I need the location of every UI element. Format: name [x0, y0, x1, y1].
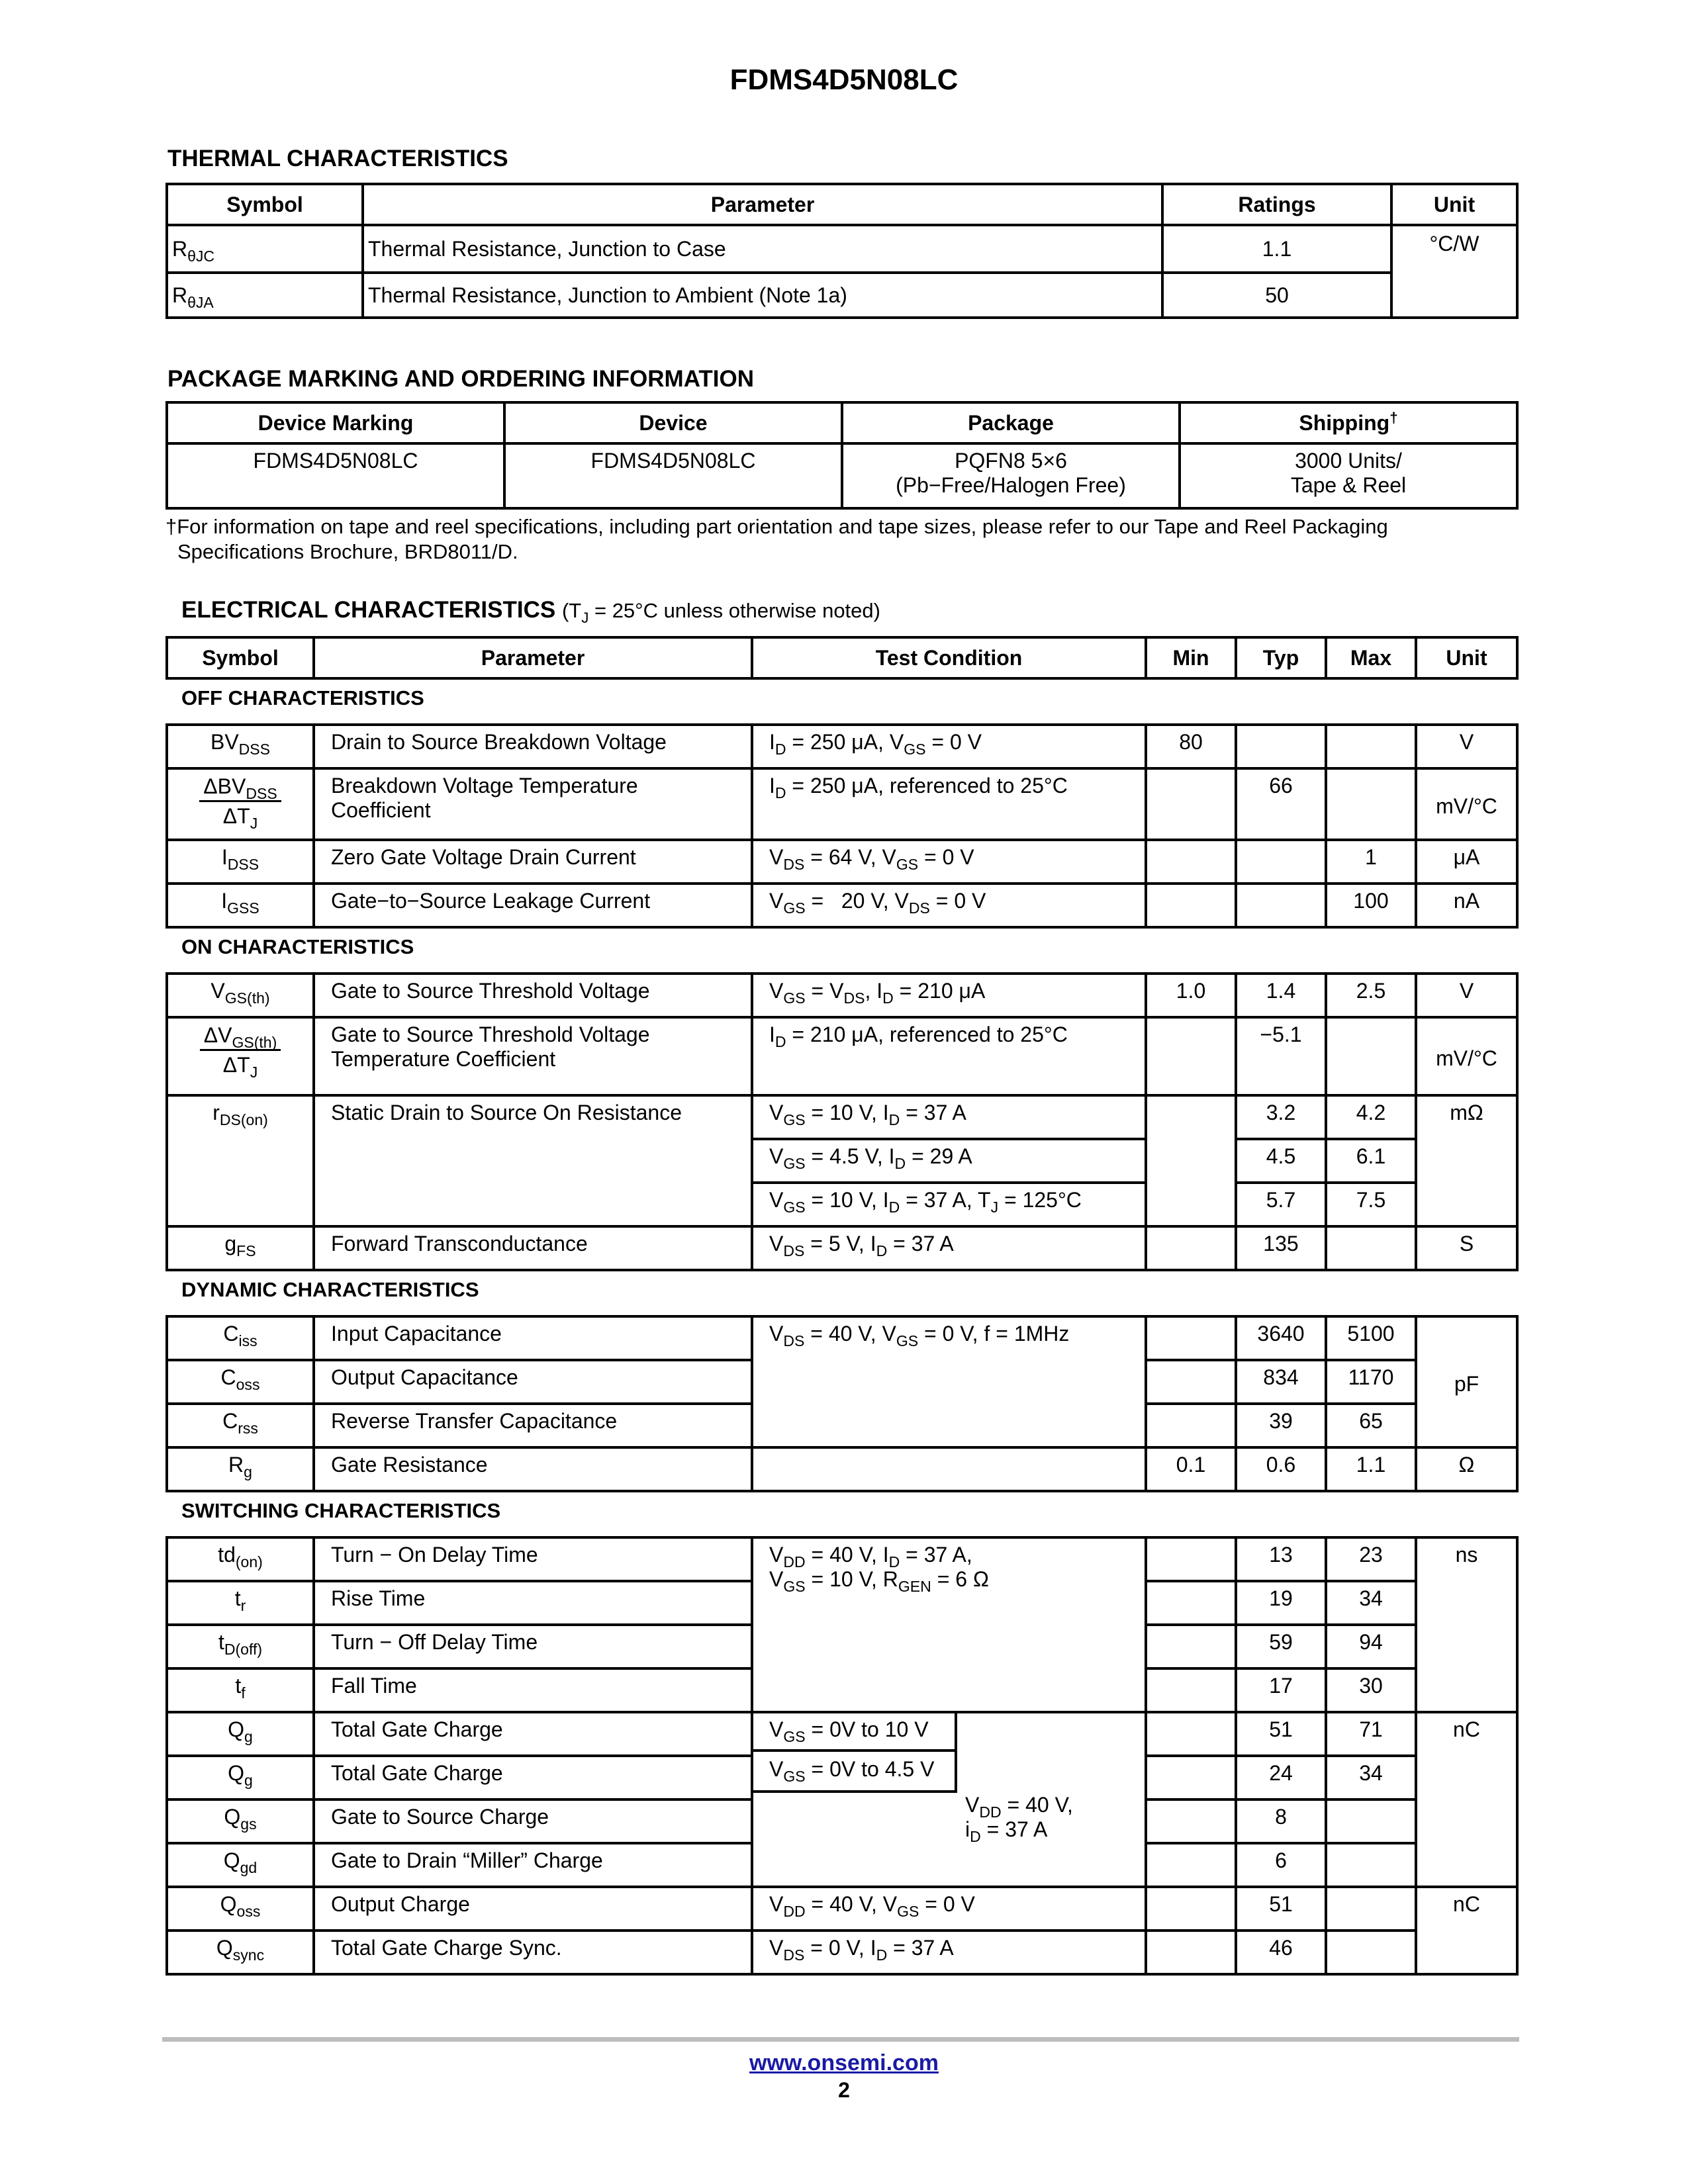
col-ratings: Ratings	[1162, 184, 1391, 225]
min-ciss	[1146, 1316, 1236, 1360]
symbol-tf: $t_f$	[167, 1668, 314, 1712]
symbol-qg-45v: $Q_g$	[167, 1756, 314, 1799]
typ-tf: 17	[1236, 1668, 1326, 1712]
typ-qoss: 51	[1236, 1887, 1326, 1931]
unit-rg: Ω	[1416, 1447, 1517, 1491]
param-vgsth-tc: Gate to Source Threshold Voltage Temperature Coefficient	[314, 1017, 752, 1095]
max-ciss: 5100	[1326, 1316, 1416, 1360]
max-tdon: 23	[1326, 1537, 1416, 1581]
col-package: Package	[842, 402, 1180, 443]
symbol-ciss: $C_{iss}$	[167, 1316, 314, 1360]
on-characteristics-heading: ON CHARACTERISTICS	[167, 927, 1517, 974]
param-qoss: Output Charge	[314, 1887, 752, 1931]
footer-divider	[162, 2037, 1519, 2042]
min-rdson	[1146, 1095, 1236, 1226]
max-qg-45v: 34	[1326, 1756, 1416, 1799]
col-min: Min	[1146, 637, 1236, 678]
param-qsync: Total Gate Charge Sync.	[314, 1931, 752, 1974]
param-tf: Fall Time	[314, 1668, 752, 1712]
symbol-vgsth-tc: $\frac{\Delta V_{GS(th)}}{\Delta T_J}$	[167, 1017, 314, 1095]
symbol-coss: $C_{oss}$	[167, 1360, 314, 1404]
unit-qoss: nC	[1416, 1887, 1517, 1974]
package-footnote: †For information on tape and reel specifications, including part orientation and tape sizes, please refer to our Tape and Reel Packaging Specifications Brochure, BRD8011/D.	[165, 515, 1388, 563]
param-rthja: Thermal Resistance, Junction to Ambient (Note 1a)	[363, 273, 1162, 318]
param-rthjc: Thermal Resistance, Junction to Case	[363, 225, 1162, 273]
col-symbol: Symbol	[167, 184, 363, 225]
param-rg: Gate Resistance	[314, 1447, 752, 1491]
max-igss: 100	[1326, 884, 1416, 927]
typ-qgd: 6	[1236, 1843, 1326, 1887]
cond-rdson-3: $V_{GS} = 10$ V, $I_D = 37$ A, $T_J = 125^\circ C$	[752, 1183, 1146, 1226]
cond-rdson-1: $V_{GS} = 10$ V, $I_D = 37$ A	[752, 1095, 1146, 1139]
min-rg: 0.1	[1146, 1447, 1236, 1491]
cond-qsync: $V_{DS} = 0$ V, $I_D = 37$ A	[752, 1931, 1146, 1974]
cond-switching: $V_{DD} = 40$ V, $I_D = 37$ A, $V_{GS} = 10$ V, $R_{GEN} = 6$ Ω	[752, 1537, 1146, 1712]
cond-gfs: $V_{DS} = 5$ V, $I_D = 37$ A	[752, 1226, 1146, 1270]
switching-characteristics-heading: SWITCHING CHARACTERISTICS	[167, 1491, 1517, 1537]
symbol-tr: $t_r$	[167, 1581, 314, 1625]
unit-vgsth: V	[1416, 974, 1517, 1017]
device-marking: FDMS4D5N08LC	[167, 443, 504, 508]
typ-idss	[1236, 840, 1326, 884]
col-unit: Unit	[1391, 184, 1517, 225]
symbol-qg-10v: $Q_g$	[167, 1712, 314, 1756]
col-unit: Unit	[1416, 637, 1517, 678]
dynamic-characteristics-heading: DYNAMIC CHARACTERISTICS	[167, 1270, 1517, 1316]
param-igss: Gate−to−Source Leakage Current	[314, 884, 752, 927]
rating-rthjc: 1.1	[1162, 225, 1391, 273]
min-tf	[1146, 1668, 1236, 1712]
typ-vgsth: 1.4	[1236, 974, 1326, 1017]
thermal-unit: °C/W	[1391, 225, 1517, 318]
cond-rg	[752, 1447, 1146, 1491]
symbol-rthjc: $R_{\theta JC}$	[167, 225, 363, 273]
unit-bvdss: V	[1416, 725, 1517, 768]
param-tdon: Turn − On Delay Time	[314, 1537, 752, 1581]
unit-time: ns	[1416, 1537, 1517, 1712]
col-symbol: Symbol	[167, 637, 314, 678]
cond-qg-45v: $V_{GS} = 0V$ to 4.5 V	[753, 1752, 957, 1793]
symbol-vgsth: $V_{GS(th)}$	[167, 974, 314, 1017]
thermal-heading: THERMAL CHARACTERISTICS	[167, 146, 508, 171]
typ-tdon: 13	[1236, 1537, 1326, 1581]
typ-crss: 39	[1236, 1404, 1326, 1447]
min-idss	[1146, 840, 1236, 884]
package-cell: PQFN8 5×6 (Pb−Free/Halogen Free)	[842, 443, 1180, 508]
min-tr	[1146, 1581, 1236, 1625]
param-rdson: Static Drain to Source On Resistance	[314, 1095, 752, 1226]
col-parameter: Parameter	[363, 184, 1162, 225]
symbol-tdon: $td_{(on)}$	[167, 1537, 314, 1581]
param-idss: Zero Gate Voltage Drain Current	[314, 840, 752, 884]
symbol-crss: $C_{rss}$	[167, 1404, 314, 1447]
cond-bvdss-tc: $I_D = 250$ μA, referenced to 25°C	[752, 768, 1146, 840]
symbol-rthja: $R_{\theta JA}$	[167, 273, 363, 318]
typ-rdson-1: 3.2	[1236, 1095, 1326, 1139]
unit-idss: μA	[1416, 840, 1517, 884]
param-tr: Rise Time	[314, 1581, 752, 1625]
param-bvdss-tc: Breakdown Voltage Temperature Coefficient	[314, 768, 752, 840]
min-vgsth-tc	[1146, 1017, 1236, 1095]
thermal-table	[165, 183, 1519, 319]
package-table	[165, 401, 1519, 510]
min-crss	[1146, 1404, 1236, 1447]
min-vgsth: 1.0	[1146, 974, 1236, 1017]
param-tdoff: Turn − Off Delay Time	[314, 1625, 752, 1668]
max-rg: 1.1	[1326, 1447, 1416, 1491]
device: FDMS4D5N08LC	[504, 443, 842, 508]
min-bvdss: 80	[1146, 725, 1236, 768]
symbol-qoss: $Q_{oss}$	[167, 1887, 314, 1931]
max-qoss	[1326, 1887, 1416, 1931]
min-bvdss-tc	[1146, 768, 1236, 840]
rating-rthja: 50	[1162, 273, 1391, 318]
min-qg-45v	[1146, 1756, 1236, 1799]
min-tdoff	[1146, 1625, 1236, 1668]
max-crss: 65	[1326, 1404, 1416, 1447]
param-qgs: Gate to Source Charge	[314, 1799, 752, 1843]
min-qgs	[1146, 1799, 1236, 1843]
cond-gate-charge	[752, 1712, 1146, 1887]
param-bvdss: Drain to Source Breakdown Voltage	[314, 725, 752, 768]
param-ciss: Input Capacitance	[314, 1316, 752, 1360]
max-idss: 1	[1326, 840, 1416, 884]
max-rdson-3: 7.5	[1326, 1183, 1416, 1226]
unit-igss: nA	[1416, 884, 1517, 927]
param-qg-10v: Total Gate Charge	[314, 1712, 752, 1756]
max-rdson-2: 6.1	[1326, 1139, 1416, 1183]
unit-bvdss-tc: mV/°C	[1416, 768, 1517, 840]
min-gfs	[1146, 1226, 1236, 1270]
max-tr: 34	[1326, 1581, 1416, 1625]
max-qsync	[1326, 1931, 1416, 1974]
electrical-table	[165, 636, 1519, 1976]
col-device: Device	[504, 402, 842, 443]
cond-qg-10v: $V_{GS} = 0V$ to 10 V	[753, 1713, 957, 1752]
typ-gfs: 135	[1236, 1226, 1326, 1270]
typ-ciss: 3640	[1236, 1316, 1326, 1360]
symbol-rdson: $r_{DS(on)}$	[167, 1095, 314, 1226]
off-characteristics-heading: OFF CHARACTERISTICS	[167, 678, 1517, 725]
min-qsync	[1146, 1931, 1236, 1974]
max-vgsth-tc	[1326, 1017, 1416, 1095]
cond-rdson-2: $V_{GS} = 4.5$ V, $I_D = 29$ A	[752, 1139, 1146, 1183]
symbol-bvdss: $BV_{DSS}$	[167, 725, 314, 768]
symbol-bvdss-tc: $\frac{\Delta BV_{DSS}}{\Delta T_J}$	[167, 768, 314, 840]
cond-vgsth: $V_{GS} = V_{DS}$, $I_D = 210$ μA	[752, 974, 1146, 1017]
max-vgsth: 2.5	[1326, 974, 1416, 1017]
col-shipping: Shipping†	[1180, 402, 1517, 443]
unit-charge: nC	[1416, 1712, 1517, 1887]
typ-rdson-3: 5.7	[1236, 1183, 1326, 1226]
max-coss: 1170	[1326, 1360, 1416, 1404]
max-bvdss-tc	[1326, 768, 1416, 840]
cond-igss: $V_{GS} = 20$ V, $V_{DS} = 0$ V	[752, 884, 1146, 927]
param-crss: Reverse Transfer Capacitance	[314, 1404, 752, 1447]
min-qoss	[1146, 1887, 1236, 1931]
package-heading: PACKAGE MARKING AND ORDERING INFORMATION	[167, 366, 754, 392]
electrical-heading: ELECTRICAL CHARACTERISTICS ($T_J = 25^\circ C$ unless otherwise noted)	[181, 597, 880, 626]
param-qgd: Gate to Drain “Miller” Charge	[314, 1843, 752, 1887]
max-gfs	[1326, 1226, 1416, 1270]
max-qgs	[1326, 1799, 1416, 1843]
typ-qsync: 46	[1236, 1931, 1326, 1974]
cond-capacitance: $V_{DS} = 40$ V, $V_{GS} = 0$ V, f = 1MHz	[752, 1316, 1146, 1447]
typ-qg-45v: 24	[1236, 1756, 1326, 1799]
typ-qg-10v: 51	[1236, 1712, 1326, 1756]
max-rdson-1: 4.2	[1326, 1095, 1416, 1139]
page-title: FDMS4D5N08LC	[729, 64, 959, 96]
cond-idss: $V_{DS} = 64$ V, $V_{GS} = 0$ V	[752, 840, 1146, 884]
unit-rdson: mΩ	[1416, 1095, 1517, 1226]
shipping-cell: 3000 Units/ Tape & Reel	[1180, 443, 1517, 508]
symbol-gfs: $g_{FS}$	[167, 1226, 314, 1270]
col-test-condition: Test Condition	[752, 637, 1146, 678]
param-coss: Output Capacitance	[314, 1360, 752, 1404]
typ-bvdss	[1236, 725, 1326, 768]
min-igss	[1146, 884, 1236, 927]
typ-igss	[1236, 884, 1326, 927]
page-number: 2	[838, 2078, 850, 2102]
cond-qoss: $V_{DD} = 40$ V, $V_{GS} = 0$ V	[752, 1887, 1146, 1931]
max-tf: 30	[1326, 1668, 1416, 1712]
param-qg-45v: Total Gate Charge	[314, 1756, 752, 1799]
typ-tdoff: 59	[1236, 1625, 1326, 1668]
unit-capacitance: pF	[1416, 1316, 1517, 1447]
typ-qgs: 8	[1236, 1799, 1326, 1843]
symbol-idss: $I_{DSS}$	[167, 840, 314, 884]
typ-bvdss-tc: 66	[1236, 768, 1326, 840]
param-gfs: Forward Transconductance	[314, 1226, 752, 1270]
symbol-qgd: $Q_{gd}$	[167, 1843, 314, 1887]
max-bvdss	[1326, 725, 1416, 768]
symbol-tdoff: $t_{D(off)}$	[167, 1625, 314, 1668]
typ-vgsth-tc: −5.1	[1236, 1017, 1326, 1095]
footer-url-link[interactable]: www.onsemi.com	[749, 2050, 939, 2075]
max-qg-10v: 71	[1326, 1712, 1416, 1756]
typ-coss: 834	[1236, 1360, 1326, 1404]
col-typ: Typ	[1236, 637, 1326, 678]
symbol-igss: $I_{GSS}$	[167, 884, 314, 927]
min-coss	[1146, 1360, 1236, 1404]
unit-vgsth-tc: mV/°C	[1416, 1017, 1517, 1095]
min-tdon	[1146, 1537, 1236, 1581]
param-vgsth: Gate to Source Threshold Voltage	[314, 974, 752, 1017]
col-max: Max	[1326, 637, 1416, 678]
typ-rg: 0.6	[1236, 1447, 1326, 1491]
typ-tr: 19	[1236, 1581, 1326, 1625]
max-tdoff: 94	[1326, 1625, 1416, 1668]
col-device-marking: Device Marking	[167, 402, 504, 443]
cond-vgsth-tc: $I_D = 210$ μA, referenced to 25°C	[752, 1017, 1146, 1095]
col-parameter: Parameter	[314, 637, 752, 678]
symbol-rg: $R_g$	[167, 1447, 314, 1491]
typ-rdson-2: 4.5	[1236, 1139, 1326, 1183]
unit-gfs: S	[1416, 1226, 1517, 1270]
symbol-qgs: $Q_{gs}$	[167, 1799, 314, 1843]
min-qgd	[1146, 1843, 1236, 1887]
symbol-qsync: $Q_{sync}$	[167, 1931, 314, 1974]
cond-gate-common: $V_{DD} = 40$ V, $i_D = 37$ A	[965, 1793, 1073, 1846]
min-qg-10v	[1146, 1712, 1236, 1756]
cond-bvdss: $I_D = 250$ μA, $V_{GS} = 0$ V	[752, 725, 1146, 768]
max-qgd	[1326, 1843, 1416, 1887]
